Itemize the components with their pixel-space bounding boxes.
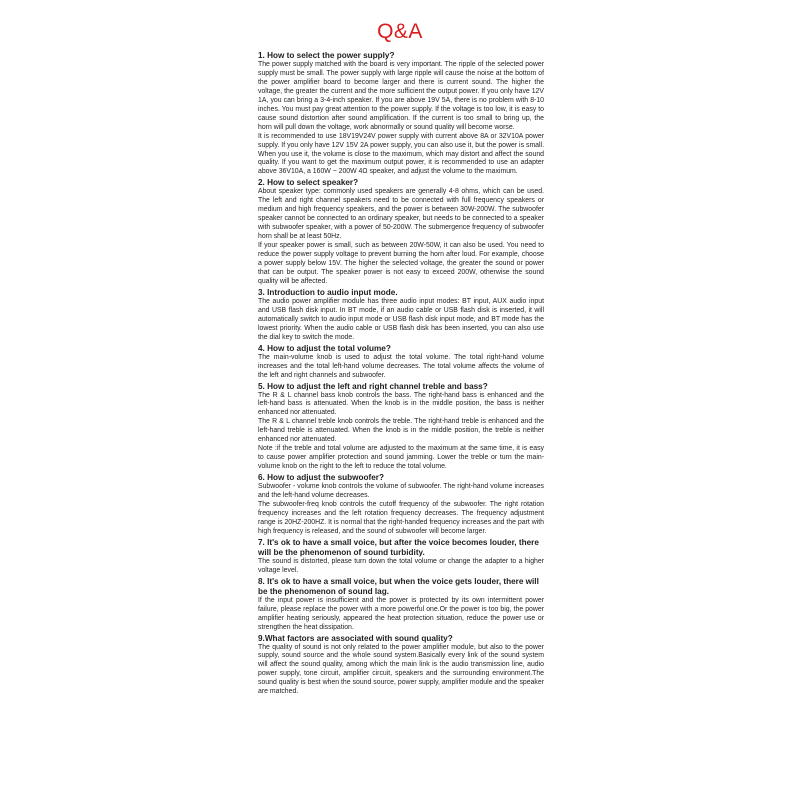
qa-content	[258, 50, 544, 697]
answer-paragraph: The sound is distorted, please turn down the total volume or change the adapter to a higher voltage level.	[258, 557, 544, 574]
answer-paragraph: The R & L channel treble knob controls the treble. The right-hand treble is enhanced and the left-hand treble is attenuated. When the knob is in the middle position, the treble is neither enhanced nor attenuated.	[258, 418, 544, 444]
question-heading: 1. How to select the power supply?	[258, 51, 395, 60]
qa-section	[258, 344, 544, 381]
question-heading: 3. Introduction to audio input mode.	[258, 287, 398, 297]
question-heading: 9.What factors are associated with sound quality?	[258, 633, 453, 643]
qa-section	[258, 473, 544, 537]
answer-paragraph: About speaker type: commonly used speakers are generally 4-8 ohms, which can be used. The left and right channel speakers need to be connected with full frequency speakers or medium and high frequency speakers, and the power is between 30W-200W. The subwoofer speaker cannot be connected to an ordinary speaker, but needs to be connected to a speaker with subwoofer speaker, with a power of 50-200W. The submergence frequency of subwoofer horn shall be at least 50Hz.	[258, 188, 544, 241]
qa-section	[258, 51, 544, 177]
answer-paragraph: It is recommended to use 18V19V24V power supply with current above 8A or 32V10A power supply. If you only have 12V 15V 2A power supply, you can also use it, but the power is small. When you use it, the volume is close to the maximum, which may distort and affect the sound quality. If you want to get the maximum output power, it is recommended to use an adapter above 36V10A, a 160W ~ 200W 4Ω speaker, and adjust the volume to the maximum.	[258, 132, 544, 176]
answer-paragraph: If the input power is insufficient and the power is protected by its own intermittent power failure, please replace the power with a more powerful one.Or the power is too big, the power amplifier heating seriously, appeared the heat protection situation, reduce the power use or strengthen the heat dissipation.	[258, 596, 544, 631]
answer-paragraph: The subwoofer-freq knob controls the cutoff frequency of the subwoofer. The right rotation frequency increases and the left rotation frequency decreases. The frequency adjustment range is 20HZ-200HZ. It is normal that the right-handed frequency increases and the part with high frequency is released, and the sound of subwoofer will become larger.	[258, 500, 544, 535]
question-heading: 4. How to adjust the total volume?	[258, 343, 391, 353]
qa-section	[258, 178, 544, 286]
question-heading: 7. It's ok to have a small voice, but after the voice becomes louder, there will be the phenomenon of sound turbidity.	[258, 537, 539, 557]
answer-paragraph: Subwoofer - volume knob controls the volume of subwoofer. The right-hand volume increases and the left-hand volume decreases.	[258, 483, 544, 500]
qa-section	[258, 538, 544, 576]
question-heading: 8. It's ok to have a small voice, but when the voice gets louder, there will be the phenomenon of sound lag.	[258, 576, 539, 596]
question-heading: 5. How to adjust the left and right channel treble and bass?	[258, 381, 488, 391]
answer-paragraph: The main-volume knob is used to adjust the total volume. The total right-hand volume increases and the total left-hand volume decreases. The total volume affects the volume of the left and right channels and subwoofer.	[258, 353, 544, 379]
answer-paragraph: Note :if the treble and total volume are adjusted to the maximum at the same time, it is easy to cause power amplifier protection and sound jamming. Lower the treble or turn the main-volume knob on the right to the left to reduce the total volume.	[258, 445, 544, 471]
page-title: Q&A	[377, 20, 423, 43]
qa-section	[258, 382, 544, 473]
qa-section	[258, 577, 544, 633]
answer-paragraph: The power supply matched with the board is very important. The ripple of the selected power supply must be small. The power supply with large ripple will cause the noise at the bottom of the power amplifier board to become larger and there is current sound. The higher the voltage, the greater the current and the more sufficient the output power. If you only have 12V 1A, you can bring a 3-4-inch speaker. If you are above 19V 5A, there is no problem with 8-10 inches. You must pay great attention to the power supply. If the voltage is too low, it is easy to cause sound distortion after sound amplification. If the current is too small to bring up, the horn will pull down the voltage, work abnormally or sound quality will become worse.	[258, 61, 544, 131]
answer-paragraph: The quality of sound is not only related to the power amplifier module, but also to the power supply, sound source and the whole sound system.Basically every link of the sound system will affect the sound quality, among which the main link is the audio transmission line, audio power supply, tone circuit, amplifier circuit, speakers and the surrounding environment.The sound quality is best when the sound source, power supply, amplifier module and the speaker are matched.	[258, 643, 544, 696]
answer-paragraph: The R & L channel bass knob controls the bass. The right-hand bass is enhanced and the left-hand bass is attenuated. When the knob is in the middle position, the bass is neither enhanced nor attenuated.	[258, 391, 544, 417]
answer-paragraph: If your speaker power is small, such as between 20W-50W, it can also be used. You need to reduce the power supply voltage to prevent burning the horn after loud. For example, choose a power supply below 15V. The higher the selected voltage, the greater the sound or power that can be output. The speaker power is not easy to exceed 200W, otherwise the sound quality will be affected.	[258, 242, 544, 285]
qa-section	[258, 634, 544, 698]
question-heading: 2. How to select speaker?	[258, 178, 359, 188]
qa-section	[258, 288, 544, 343]
question-heading: 6. How to adjust the subwoofer?	[258, 473, 384, 483]
answer-paragraph: The audio power amplifier module has three audio input modes: BT input, AUX audio input and USB flash disk input. In BT mode, if an audio cable or USB flash disk is inserted, it will automatically switch to audio input mode or USB flash disk input mode, and BT mode has the lowest priority. When the audio cable or USB flash disk has been inserted, you can also use the dial key to switch the mode.	[258, 297, 544, 341]
